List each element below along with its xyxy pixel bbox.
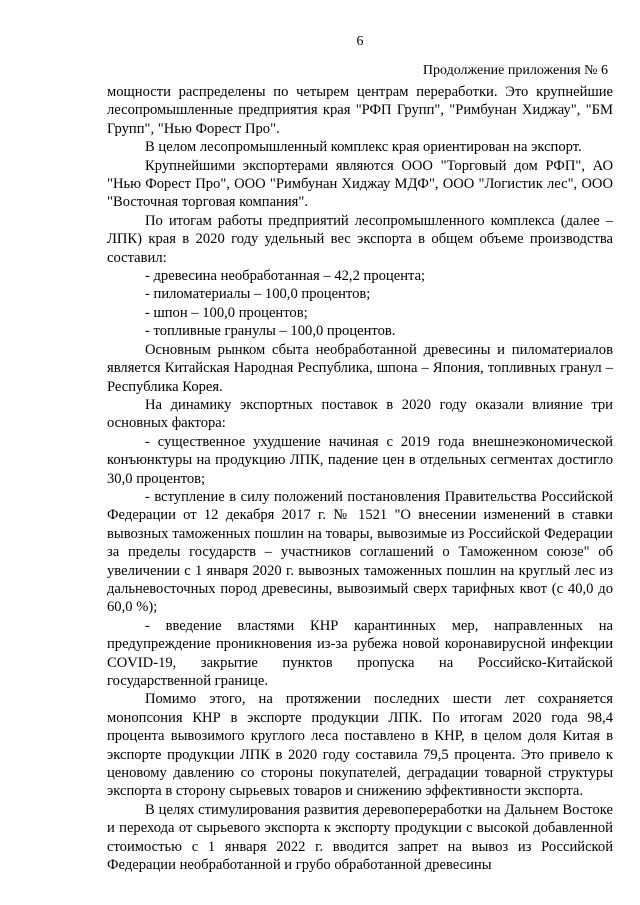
paragraph: Помимо этого, на протяжении последних шести лет сохраняется монопсония КНР в экспорте продукции ЛПК. По итогам 2020 года 98,4 процента вывозимого круглого леса поставлено в КНР, в целом доля Китая в экспорте продукции ЛПК в 2020 году составила 79,5 процента. Это привело к ценовому давлению со стороны покупателей, деградации товарной структуры экспорта в сторону сырьевых товаров и снижению эффективности экспорта.: [107, 691, 613, 800]
list-item: - шпон – 100,0 процентов;: [145, 304, 308, 321]
document-body: [107, 83, 613, 874]
paragraph: В целях стимулирования развития деревопереработки на Дальнем Востоке и перехода от сырьевого экспорта к экспорту продукции с высокой добавленной стоимостью с 1 января 2022 г. вводится запрет на вывоз из Российской Федерации необработанной и грубо обработанной древесины: [107, 801, 613, 874]
paragraph: Крупнейшими экспортерами являются ООО "Торговый дом РФП", АО "Нью Форест Про", ООО "Римбунан Хиджау МДФ", ООО "Логистик лес", ООО "Восточная торговая компания".: [107, 157, 613, 211]
list-item: - пиломатериалы – 100,0 процентов;: [145, 286, 371, 303]
list-item: - введение властями КНР карантинных мер, направленных на предупреждение проникновения из-за рубежа новой коронавирусной инфекции COVID-19, закрытие пунктов пропуска на Российско-Китайской государственной границе.: [107, 617, 613, 689]
paragraph: Основным рынком сбыта необработанной древесины и пиломатериалов является Китайская Народная Республика, шпона – Япония, топливных гранул – Республика Корея.: [107, 341, 613, 395]
paragraph: В целом лесопромышленный комплекс края ориентирован на экспорт.: [145, 139, 582, 156]
page-number: 6: [356, 34, 364, 49]
paragraph: На динамику экспортных поставок в 2020 году оказали влияние три основных фактора:: [107, 396, 613, 432]
list-item: - древесина необработанная – 42,2 процента;: [145, 268, 426, 285]
list-item: - вступление в силу положений постановления Правительства Российской Федерации от 12 декабря 2017 г. № 1521 "О внесении изменений в ставки вывозных таможенных пошлин на товары, вывозимые из Российской Федерации за пределы государств – участников соглашений о Таможенном союзе" об увеличении с 1 января 2020 г. вывозных таможенных пошлин на круглый лес из дальневосточных пород древесины, вывозимый сверх тарифных квот (с 40,0 до 60,0 %);: [107, 488, 613, 616]
list-item: - топливные гранулы – 100,0 процентов.: [145, 323, 396, 340]
list-item: - существенное ухудшение начиная с 2019 года внешнеэкономической конъюнктуры на продукцию ЛПК, падение цен в отдельных сегментах достигло 30,0 процентов;: [107, 433, 613, 487]
paragraph: мощности распределены по четырем центрам переработки. Это крупнейшие лесопромышленные предприятия края "РФП Групп", "Римбунан Хиджау", "БМ Групп", "Нью Форест Про".: [107, 84, 613, 137]
appendix-continuation-note: Продолжение приложения № 6: [422, 63, 608, 78]
paragraph: По итогам работы предприятий лесопромышленного комплекса (далее – ЛПК) края в 2020 году удельный вес экспорта в общем объеме производства составил:: [107, 212, 613, 266]
